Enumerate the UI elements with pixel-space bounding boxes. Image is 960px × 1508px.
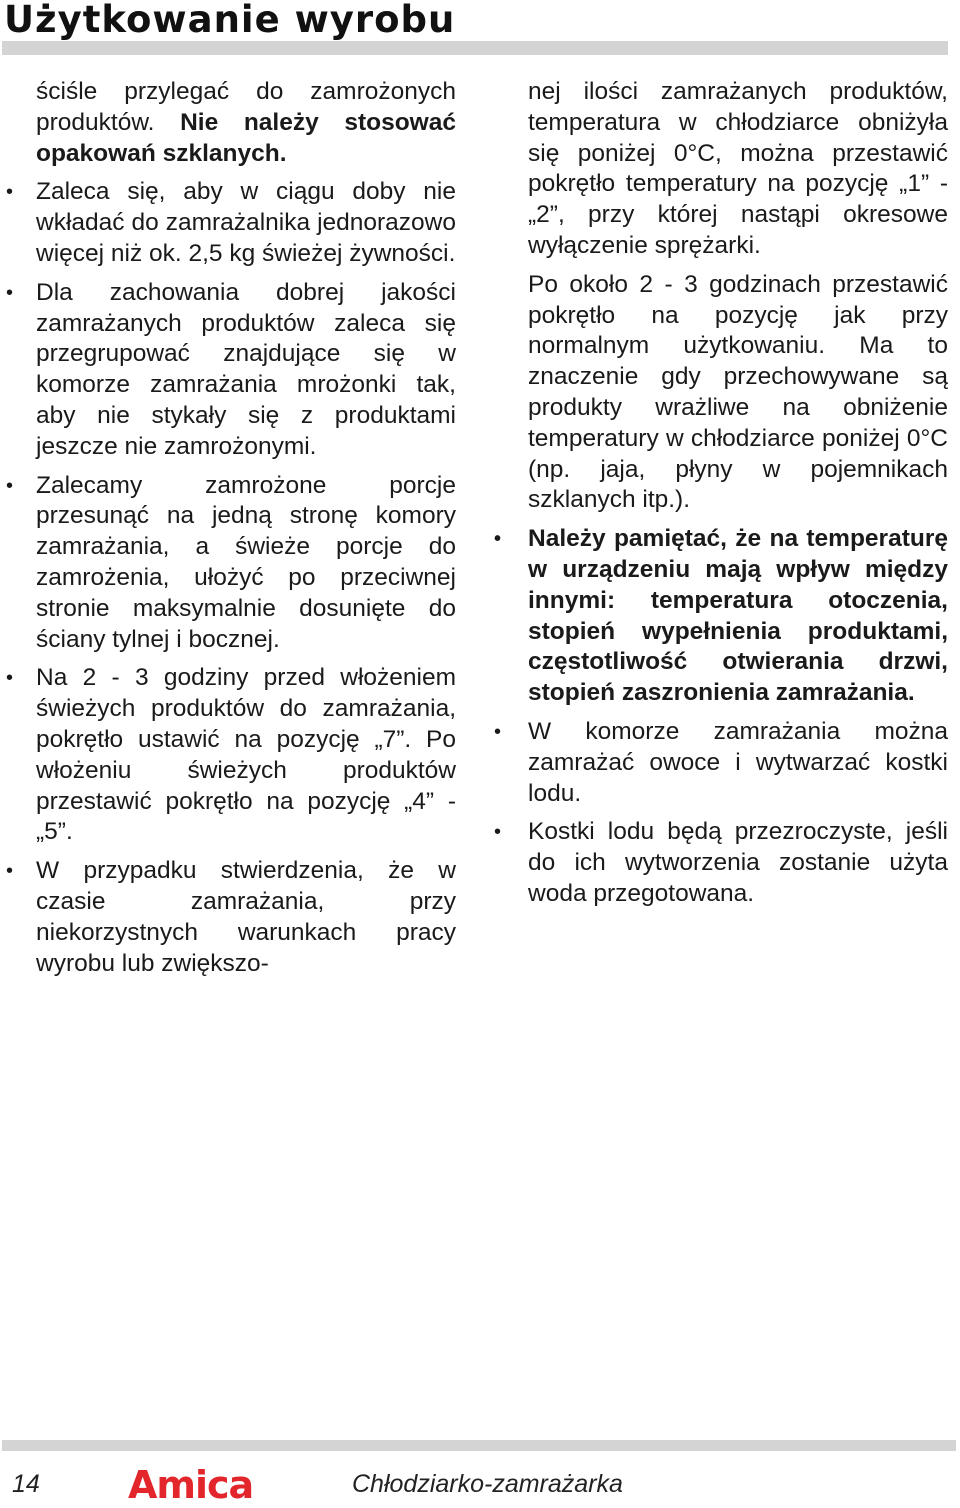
list-item: • Na 2 - 3 godziny przed włożeniem świeżych produktów do zamrażania, pokrętło ustawić na pozycję „7”. Po włożeniu świeżych produktów przestawić pokrętło na pozycję „4” - „5”. — [36, 663, 456, 848]
list-item: • W komorze zamrażania można zamrażać owoce i wytwarzać kostki lodu. — [528, 717, 948, 809]
list-item: • Zaleca się, aby w ciągu doby nie wkładać do zamrażalnika jednorazowo więcej niż ok. 2,5 kg świeżej żywności. — [36, 177, 456, 269]
list-item: • Kostki lodu będą przezroczyste, jeśli do ich wytworzenia zostanie użyta woda przegotowana. — [528, 817, 948, 909]
title-underline-bar — [2, 41, 948, 55]
intro-text: ściśle przylegać do zamrożonych produktów. — [36, 78, 456, 136]
list-item: • Dla zachowania dobrej jakości zamrażanych produktów zaleca się przegrupować znajdujące się w komorze zamrażania mrożonki tak, aby nie stykały się z produktami jeszcze nie zamrożonymi. — [36, 278, 456, 463]
list-item: • W przypadku stwierdzenia, że w czasie zamrażania, przy niekorzystnych warunkach pracy wyrobu lub zwiększo- — [36, 856, 456, 979]
intro-paragraph — [36, 77, 456, 169]
list-item-important: • Należy pamiętać, że na temperaturę w urządzeniu mają wpływ między innymi: temperatura otoczenia, stopień wypełnienia produktami, częstotliwość otwierania drzwi, stopień zaszronienia zamrażania. — [528, 524, 948, 709]
page-number: 14 — [12, 1470, 40, 1498]
left-column — [36, 77, 456, 987]
page-title: Użytkowanie wyrobu — [4, 0, 456, 41]
list-item: • Zalecamy zamrożone porcje przesunąć na jedną stronę komory zamrażania, a świeże porcje do zamrożenia, ułożyć po przeciwnej stronie maksymalnie dosunięte do ściany tylnej i bocznej. — [36, 471, 456, 656]
continuation-paragraph: nej ilości zamrażanych produktów, temperatura w chłodziarce obniżyła się poniżej 0°C, można przestawić pokrętło temperatury na pozycję „1” - „2”, przy której nastąpi okresowe wyłączenie sprężarki. — [528, 78, 948, 259]
paragraph: Po około 2 - 3 godzinach przestawić pokrętło na pozycję jak przy normalnym użytkowaniu. Ma to znaczenie gdy przechowywane są produkty wrażliwe na obniżenie temperatury w chłodziarce poniżej 0°C (np. jaja, płyny w pojemnikach szklanych itp.). — [528, 270, 948, 514]
footer-bar — [2, 1440, 956, 1451]
intro-warning-text: Nie należy stosować opakowań szklanych. — [36, 108, 456, 167]
amica-logo: Amica — [128, 1463, 254, 1507]
right-column — [528, 77, 948, 918]
footer-product-name: Chłodziarko-zamrażarka — [352, 1470, 623, 1498]
